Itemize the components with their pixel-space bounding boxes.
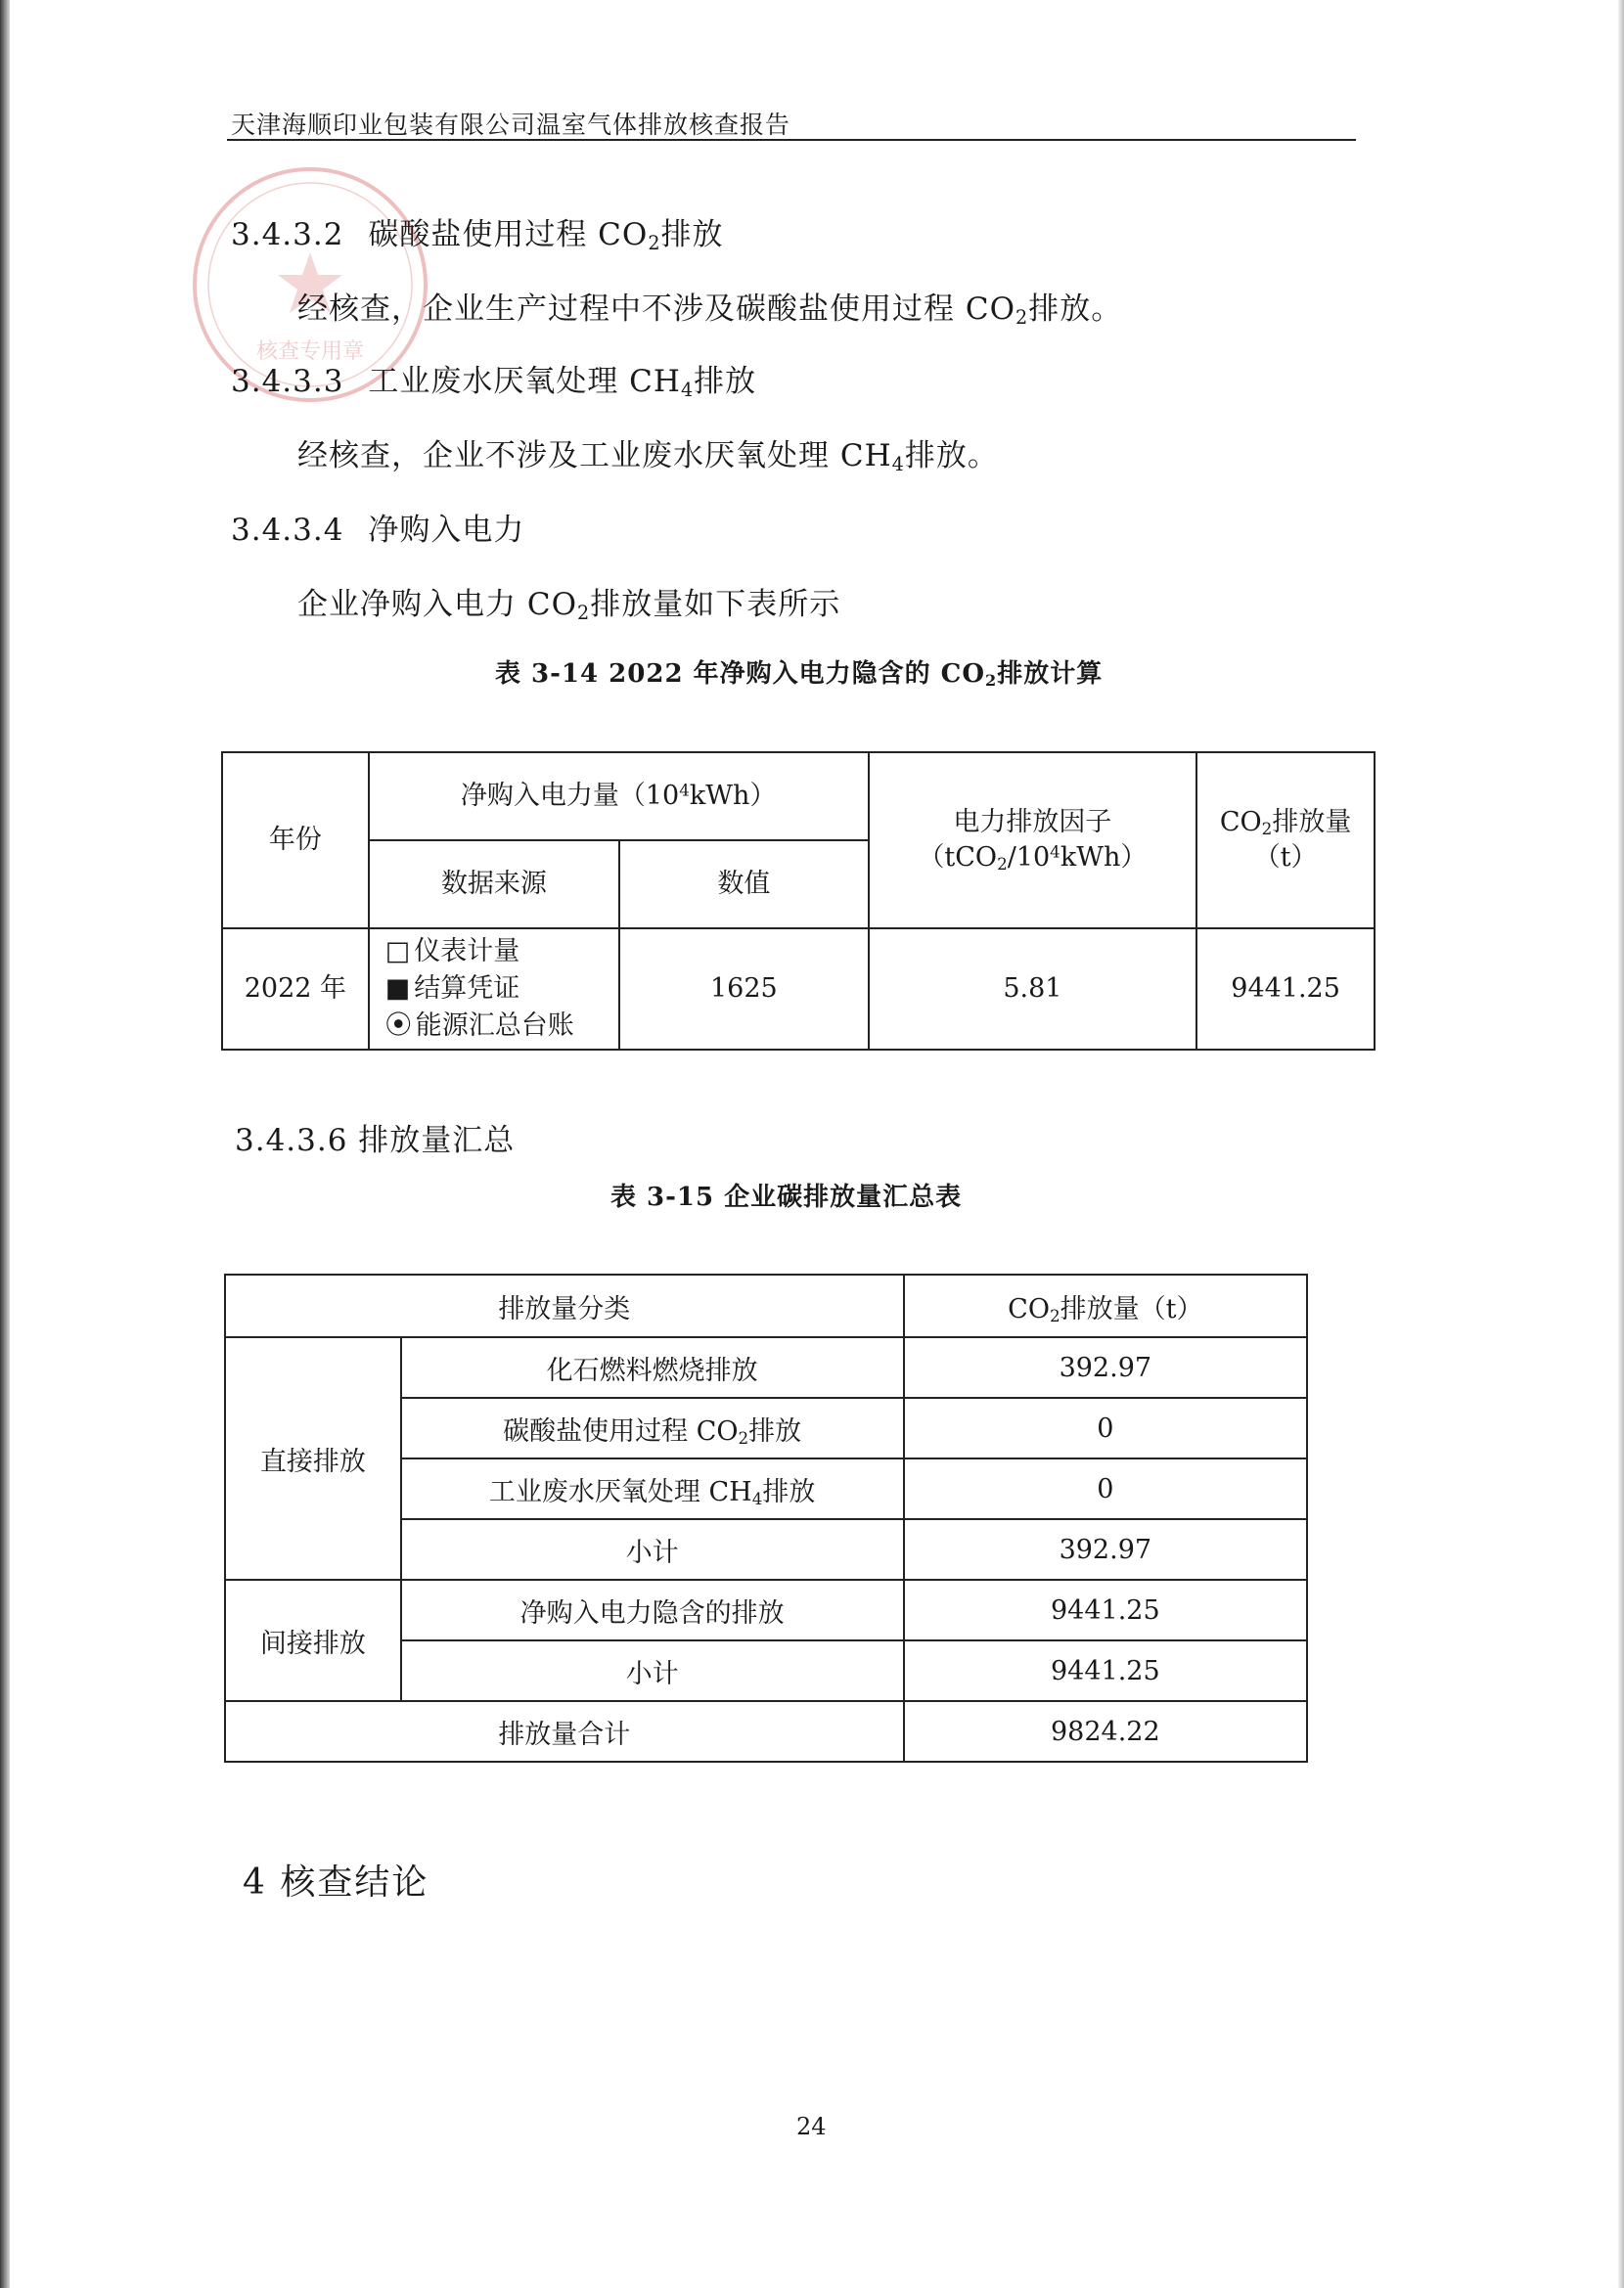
table-3-15: [224, 1274, 1308, 1763]
header-year: 年份: [222, 752, 369, 928]
table-row-total: [225, 1701, 1307, 1762]
scan-edge-left: [0, 0, 10, 2288]
section-4-heading: 4 核查结论: [243, 1862, 429, 1903]
section-title: 碳酸盐使用过程 CO: [368, 217, 649, 252]
header-co2: $CO_2$排放量 （t）: [1196, 752, 1375, 928]
checkbox-empty-icon: □: [384, 935, 411, 966]
radio-selected-icon: ⦿: [384, 1010, 412, 1042]
option-meter: □ 仪表计量: [385, 933, 618, 970]
subscript: 4: [680, 378, 695, 401]
header-category: 排放量分类: [225, 1275, 904, 1337]
section-title: 工业废水厌氧处理 CH: [368, 364, 681, 399]
cell-year: 2022 年: [222, 928, 369, 1050]
table-3-14: [221, 751, 1376, 1051]
page-number: 24: [796, 2113, 827, 2140]
cell-co2: 9441.25: [1196, 928, 1375, 1050]
subscript: 2: [648, 231, 661, 254]
table-3-14-caption: 表 3-14 2022 年净购入电力隐含的 $CO_2$排放计算: [495, 659, 1104, 691]
indirect-emission-label: 间接排放: [225, 1580, 401, 1701]
cell-source-options: [369, 928, 619, 1050]
section-3-4-3-6-heading: 3.4.3.6 排放量汇总: [235, 1123, 516, 1158]
table-row: 碳酸盐使用过程 $CO_2$排放 0: [225, 1398, 1307, 1458]
section-3-4-3-3-heading: [231, 356, 756, 400]
page-header-title: 天津海顺印业包装有限公司温室气体排放核查报告: [231, 111, 791, 139]
table-row: 间接排放 净购入电力隐含的排放 9441.25: [225, 1580, 1307, 1640]
paragraph-wastewater: 经核查，企业不涉及工业废水厌氧处理 $CH_4$排放。: [297, 438, 999, 475]
header-power: 净购入电力量$(10^4kWh)$: [369, 752, 869, 840]
table-row: 小计 392.97: [225, 1519, 1307, 1580]
total-label: 排放量合计: [225, 1701, 904, 1762]
section-number: 3.4.3.4: [231, 513, 344, 548]
header-co2: $CO_2$排放量（t）: [904, 1275, 1307, 1337]
header-value: 数值: [619, 840, 868, 928]
direct-emission-label: 直接排放: [225, 1337, 401, 1580]
section-number: 3.4.3.3: [231, 364, 344, 399]
cell-value: 1625: [619, 928, 868, 1050]
checkbox-filled-icon: ■: [384, 972, 411, 1004]
table-row: 直接排放 化石燃料燃烧排放 392.97: [225, 1337, 1307, 1398]
paragraph-power: 企业净购入电力 $CO_2$排放量如下表所示: [297, 587, 841, 624]
section-3-4-3-2-heading: [231, 209, 724, 253]
stamp-text: 核查专用章: [255, 339, 365, 364]
header-rule: [227, 139, 1356, 141]
scan-edge-right: [1618, 0, 1624, 2288]
table-3-15-caption: 表 3-15 企业碳排放量汇总表: [610, 1183, 963, 1212]
header-factor: 电力排放因子 $(tCO_2/10^4kWh)$: [869, 752, 1197, 928]
section-title-end: 排放: [694, 364, 757, 399]
paragraph-carbonate: 经核查，企业生产过程中不涉及碳酸盐使用过程 $CO_2$排放。: [297, 292, 1123, 329]
section-title-end: 排放: [660, 217, 724, 252]
section-number: 3.4.3.2: [231, 217, 344, 252]
section-title: 净购入电力: [368, 513, 525, 548]
option-settlement: ■ 结算凭证: [385, 970, 618, 1008]
total-value: 9824.22: [904, 1701, 1307, 1762]
section-3-4-3-4-heading: [231, 505, 524, 549]
option-ledger: ⦿ 能源汇总台账: [385, 1008, 618, 1045]
table-row: 工业废水厌氧处理 $CH_4$排放 0: [225, 1458, 1307, 1519]
table-row: 小计 9441.25: [225, 1640, 1307, 1701]
cell-factor: 5.81: [869, 928, 1197, 1050]
header-source: 数据来源: [369, 840, 619, 928]
